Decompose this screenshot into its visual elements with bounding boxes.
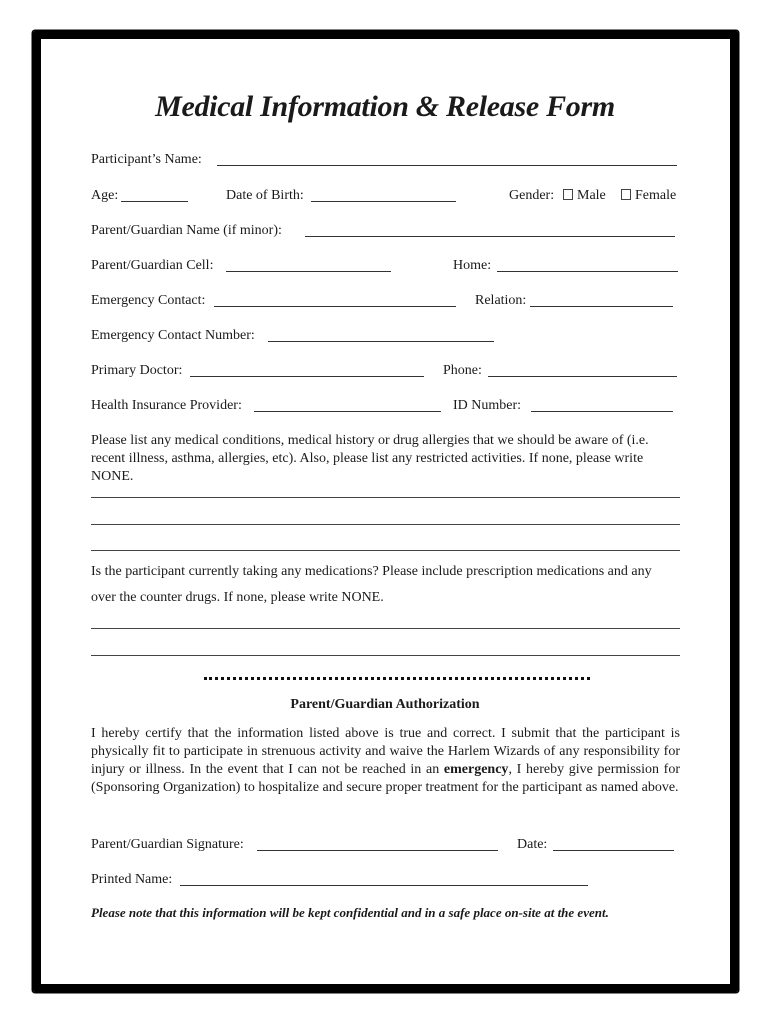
emergency-contact-label: Emergency Contact: — [91, 293, 206, 308]
guardian-name-label: Parent/Guardian Name (if minor): — [91, 223, 282, 238]
medications-line-2[interactable] — [91, 655, 680, 656]
male-checkbox[interactable] — [563, 189, 573, 200]
guardian-cell-field[interactable] — [226, 271, 391, 272]
medications-line-1[interactable] — [91, 628, 680, 629]
id-number-field[interactable] — [531, 411, 673, 412]
confidentiality-note: Please note that this information will be kept confidential and in a safe place on-site at the event. — [91, 905, 609, 920]
insurance-label: Health Insurance Provider: — [91, 398, 242, 413]
printed-name-label: Printed Name: — [91, 872, 173, 887]
relation-label: Relation: — [475, 293, 527, 308]
age-field[interactable] — [121, 201, 188, 202]
conditions-line-3[interactable] — [91, 550, 680, 551]
date-label: Date: — [517, 837, 548, 852]
authorization-heading: Parent/Guardian Authorization — [290, 697, 480, 712]
guardian-cell-label: Parent/Guardian Cell: — [91, 258, 214, 273]
primary-doctor-field[interactable] — [190, 376, 424, 377]
gender-male-option[interactable] — [563, 187, 606, 205]
form-title: Medical Information & Release Form — [155, 90, 615, 123]
phone-label: Phone: — [443, 363, 482, 378]
emergency-number-label: Emergency Contact Number: — [91, 328, 255, 343]
signature-field[interactable] — [257, 850, 498, 851]
date-field[interactable] — [553, 850, 674, 851]
authorization-text-part-1: I hereby certify that the information listed above is true and correct. I submit that the participant is physically fit to participate in strenuous activity and waive the Harlem Wizards of any responsibility for injury or illness. In the event that I can not be reached in an — [91, 726, 680, 777]
emergency-number-field[interactable] — [268, 341, 494, 342]
medications-prompt-line-2: over the counter drugs. If none, please write NONE. — [91, 590, 384, 605]
male-label: Male — [577, 188, 606, 203]
gender-label: Gender: — [509, 188, 555, 203]
female-label: Female — [635, 188, 677, 203]
signature-label: Parent/Guardian Signature: — [91, 837, 244, 852]
gender-female-option[interactable] — [621, 187, 676, 205]
age-label: Age: — [91, 188, 119, 203]
section-divider — [204, 677, 590, 680]
printed-name-field[interactable] — [180, 885, 588, 886]
authorization-text-part-2: , I hereby give permission for (Sponsoring Organization) to hospitalize and secure proper treatment for the participant as named above. — [91, 762, 680, 795]
emergency-contact-field[interactable] — [214, 306, 456, 307]
conditions-line-2[interactable] — [91, 524, 680, 525]
dob-label: Date of Birth: — [226, 188, 304, 203]
conditions-prompt: Please list any medical conditions, medical history or drug allergies that we should be aware of (i.e. recent illness, asthma, allergies, etc). Also, please list any restricted activities. If none, please write NONE. — [91, 433, 649, 484]
dob-field[interactable] — [311, 201, 456, 202]
guardian-name-field[interactable] — [305, 236, 675, 237]
phone-field[interactable] — [488, 376, 677, 377]
id-number-label: ID Number: — [453, 398, 522, 413]
relation-field[interactable] — [530, 306, 673, 307]
insurance-field[interactable] — [254, 411, 441, 412]
authorization-text — [91, 725, 680, 797]
home-field[interactable] — [497, 271, 678, 272]
conditions-line-1[interactable] — [91, 497, 680, 498]
emergency-emphasis: emergency — [443, 762, 509, 777]
participant-name-label: Participant’s Name: — [91, 152, 202, 167]
female-checkbox[interactable] — [621, 189, 631, 200]
participant-name-field[interactable] — [217, 165, 677, 166]
primary-doctor-label: Primary Doctor: — [91, 363, 183, 378]
medications-prompt-line-1: Is the participant currently taking any medications? Please include prescription medications and any — [91, 564, 652, 579]
home-label: Home: — [453, 258, 492, 273]
